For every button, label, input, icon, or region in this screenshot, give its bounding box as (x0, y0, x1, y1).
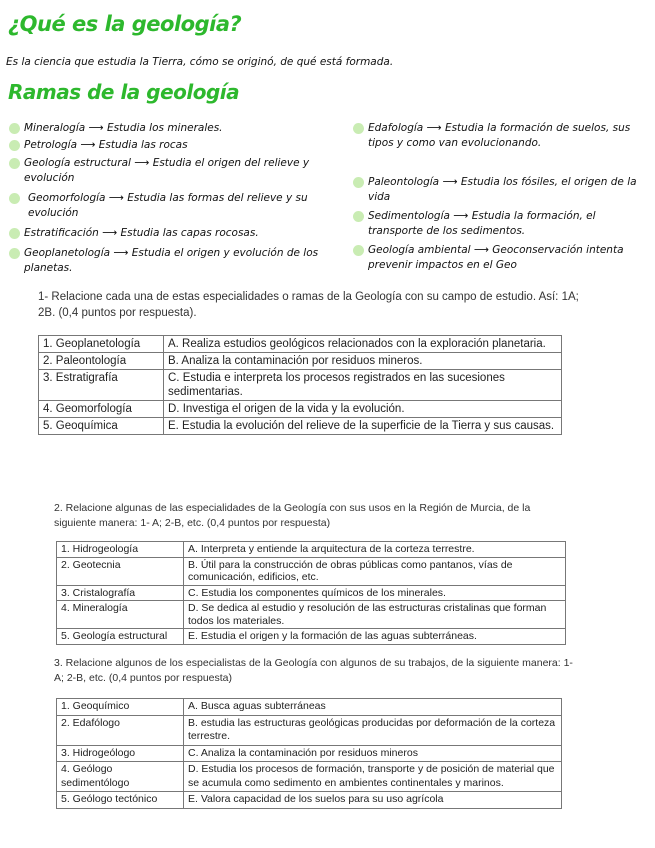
table-cell: 2. Paleontología (39, 353, 164, 370)
branch-name: Geología ambiental (368, 244, 471, 256)
bullet-dot-icon (9, 193, 20, 204)
branch-desc: Estudia las formas del relieve y su evolución (28, 192, 308, 219)
branches-title: Ramas de la geología (8, 80, 240, 104)
branch-item: Mineralogía ⟶ Estudia los minerales. (24, 122, 223, 134)
branch-item: Paleontología ⟶ Estudia los fósiles, el origen de la vida (368, 176, 637, 203)
table-cell: B. Analiza la contaminación por residuos mineros. (164, 353, 562, 370)
table-cell: 1. Geoplanetología (39, 336, 164, 353)
table-cell: D. Se dedica al estudio y resolución de las estructuras cristalinas que forman todos los materiales. (184, 601, 566, 629)
branch-desc: Estudia el origen del relieve y evolución (24, 157, 310, 184)
bullet-dot-icon (353, 177, 364, 188)
table-cell: 4. Mineralogía (57, 601, 184, 629)
branch-item: Geología estructural ⟶ Estudia el origen del relieve y evolución (24, 157, 310, 184)
branch-item: Geomorfología ⟶ Estudia las formas del relieve y su evolución (28, 192, 308, 219)
branch-desc: Estudia la formación, el transporte de los sedimentos. (368, 210, 596, 237)
table-row (57, 762, 562, 792)
branch-desc: Estudia el origen y evolución de los planetas. (24, 247, 319, 274)
branch-desc: Estudia los minerales. (106, 122, 223, 134)
branch-name: Geomorfología (28, 192, 106, 204)
table-cell: 2. Edafólogo (57, 715, 184, 745)
table-row (39, 353, 562, 370)
table-row (57, 601, 566, 629)
bullet-dot-icon (9, 158, 20, 169)
branch-desc: Geoconservación intenta prevenir impactos en el Geo (368, 244, 624, 271)
bullet-dot-icon (9, 248, 20, 259)
table-cell: D. Investiga el origen de la vida y la evolución. (164, 401, 562, 418)
table-cell: 1. Geoquímico (57, 699, 184, 716)
table-row (39, 336, 562, 353)
table-cell: D. Estudia los procesos de formación, transporte y de posición de material que se acumula como sedimento en ambientes continentales y marinos. (184, 762, 562, 792)
branch-name: Paleontología (368, 176, 440, 188)
branch-name: Mineralogía (24, 122, 86, 134)
table-cell: C. Estudia e interpreta los procesos registrados en las sucesiones sedimentarias. (164, 370, 562, 401)
table-row (39, 418, 562, 435)
bullet-dot-icon (353, 245, 364, 256)
table-cell: E. Valora capacidad de los suelos para su uso agrícola (184, 792, 562, 809)
bullet-dot-icon (9, 140, 20, 151)
table-cell: E. Estudia el origen y la formación de las aguas subterráneas. (184, 629, 566, 645)
table-cell: A. Interpreta y entiende la arquitectura de la corteza terrestre. (184, 542, 566, 558)
table-cell: B. Útil para la construcción de obras públicas como pantanos, vías de comunicación, edificios, etc. (184, 557, 566, 585)
branch-name: Estratificación (24, 227, 99, 239)
table-row (39, 401, 562, 418)
branch-name: Petrología (24, 139, 78, 151)
bullet-dot-icon (9, 228, 20, 239)
table-cell: 2. Geotecnia (57, 557, 184, 585)
question-1-table (38, 335, 562, 435)
branch-item: Geoplanetología ⟶ Estudia el origen y evolución de los planetas. (24, 247, 319, 274)
table-row (39, 370, 562, 401)
table-row (57, 715, 562, 745)
table-cell: 5. Geología estructural (57, 629, 184, 645)
notes-title: ¿Qué es la geología? (8, 12, 242, 36)
table-row (57, 792, 562, 809)
branch-name: Sedimentología (368, 210, 450, 222)
branch-name: Geoplanetología (24, 247, 111, 259)
table-cell: A. Busca aguas subterráneas (184, 699, 562, 716)
question-3-prompt: 3. Relacione algunos de los especialistas de la Geología con algunos de su trabajos, de la siguiente manera: 1-A; 2-B, etc. (0,4 puntos por respuesta) (54, 657, 573, 684)
table-row (57, 542, 566, 558)
table-row (57, 629, 566, 645)
bullet-dot-icon (353, 211, 364, 222)
branch-desc: Estudia los fósiles, el origen de la vida (368, 176, 637, 203)
table-cell: B. estudia las estructuras geológicas producidas por deformación de la corteza terrestre. (184, 715, 562, 745)
table-cell: 1. Hidrogeología (57, 542, 184, 558)
notes-definition: Es la ciencia que estudia la Tierra, cómo se originó, de qué está formada. (6, 56, 394, 68)
table-row (57, 745, 562, 762)
table-cell: 3. Estratigrafía (39, 370, 164, 401)
table-cell: 5. Geólogo tectónico (57, 792, 184, 809)
branch-name: Geología estructural (24, 157, 131, 169)
bullet-dot-icon (353, 123, 364, 134)
question-2-prompt: 2. Relacione algunas de las especialidades de la Geología con sus usos en la Región de Murcia, de la siguiente manera: 1- A; 2-B, etc. (0,4 puntos por respuesta) (54, 502, 531, 529)
table-cell: C. Analiza la contaminación por residuos mineros (184, 745, 562, 762)
table-cell: 5. Geoquímica (39, 418, 164, 435)
table-cell: 4. Geólogo sedimentólogo (57, 762, 184, 792)
branch-item: Petrología ⟶ Estudia las rocas (24, 139, 188, 151)
branch-name: Edafología (368, 122, 424, 134)
table-cell: A. Realiza estudios geológicos relacionados con la exploración planetaria. (164, 336, 562, 353)
branch-item: Sedimentología ⟶ Estudia la formación, el transporte de los sedimentos. (368, 210, 596, 237)
question-2-table (56, 541, 566, 645)
branch-item: Estratificación ⟶ Estudia las capas rocosas. (24, 227, 259, 239)
branch-desc: Estudia las capas rocosas. (120, 227, 259, 239)
branch-item: Geología ambiental ⟶ Geoconservación intenta prevenir impactos en el Geo (368, 244, 624, 271)
table-cell: 3. Cristalografía (57, 585, 184, 601)
branch-item: Edafología ⟶ Estudia la formación de suelos, sus tipos y como van evolucionando. (368, 122, 631, 149)
question-3-table (56, 698, 562, 809)
table-row (57, 585, 566, 601)
branch-desc: Estudia la formación de suelos, sus tipos y como van evolucionando. (368, 122, 631, 149)
table-row (57, 557, 566, 585)
question-1-prompt: 1- Relacione cada una de estas especialidades o ramas de la Geología con su campo de estudio. Así: 1A; 2B. (0,4 puntos por respuesta). (38, 291, 579, 319)
bullet-dot-icon (9, 123, 20, 134)
table-row (57, 699, 562, 716)
table-cell: C. Estudia los componentes químicos de los minerales. (184, 585, 566, 601)
table-cell: E. Estudia la evolución del relieve de la superficie de la Tierra y sus causas. (164, 418, 562, 435)
table-cell: 3. Hidrogeólogo (57, 745, 184, 762)
branch-desc: Estudia las rocas (98, 139, 188, 151)
table-cell: 4. Geomorfología (39, 401, 164, 418)
